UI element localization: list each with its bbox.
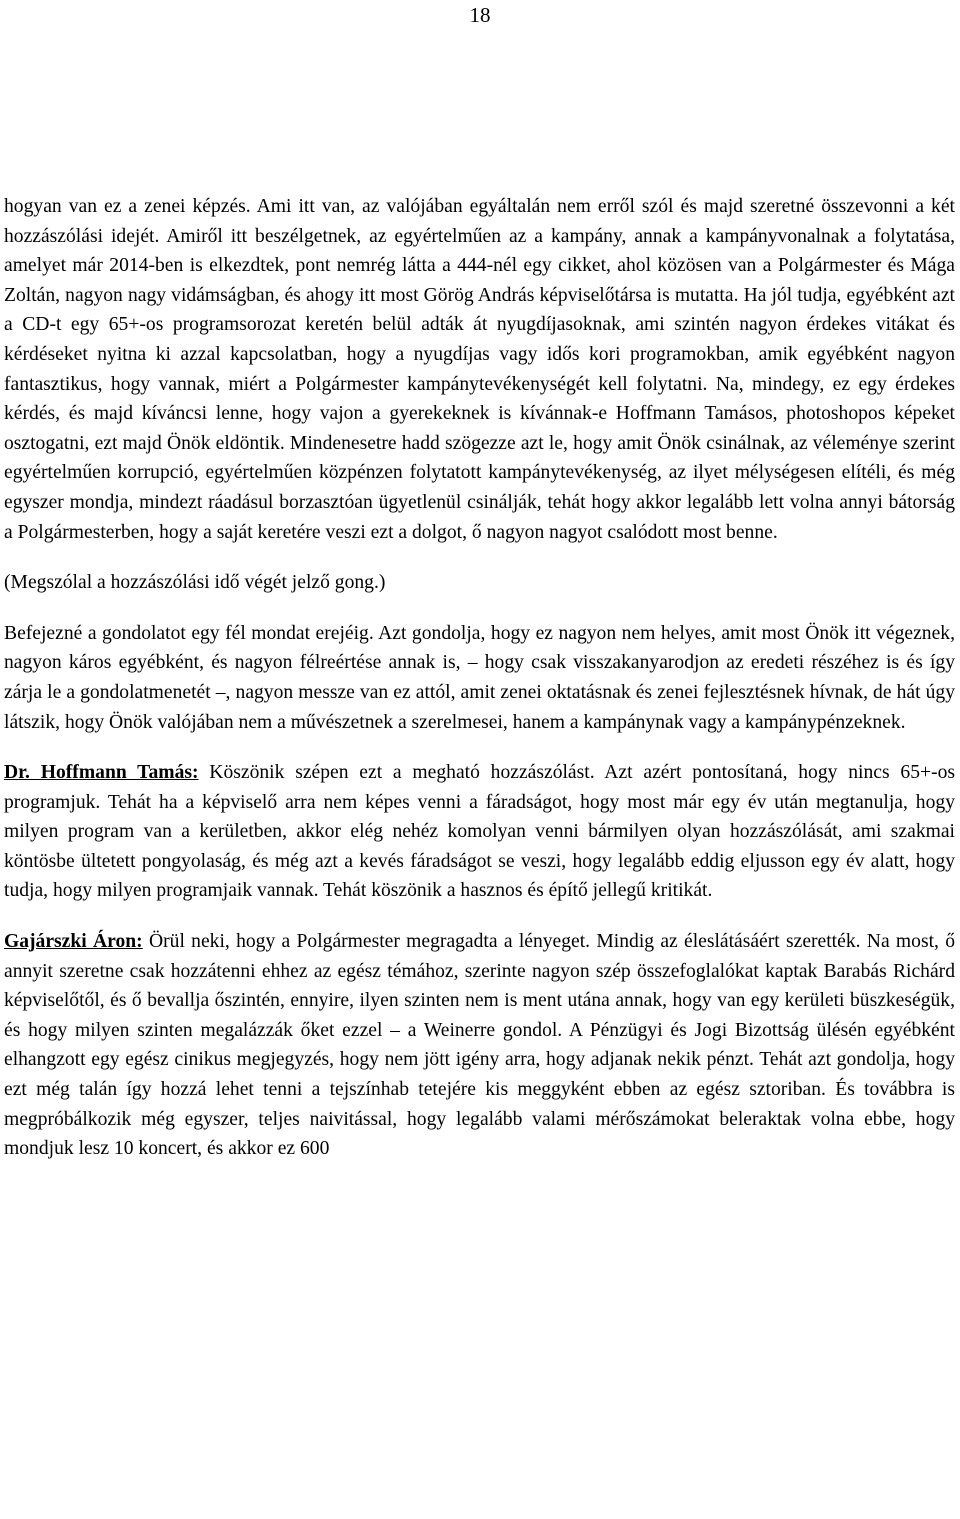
speaker-name-gajarszki: Gajárszki Áron: bbox=[4, 931, 143, 953]
speaker-name-hoffmann: Dr. Hoffmann Tamás: bbox=[4, 762, 199, 784]
speech-text-hoffmann: Köszönik szépen ezt a megható hozzászólást. Azt azért pontosítaná, hogy nincs 65+-os programjuk. Tehát ha a képviselő arra nem képes venni a fáradságot, hogy most már egy év után megtanulja, hogy milyen program van a kerületben, akkor elég nehéz komolyan venni bármilyen olyan hozzászólását, ami szakmai köntösbe ültetett pongyolaság, és még azt a kevés fáradságot se veszi, hogy legalább eddig eljusson egy év alatt, hogy tudja, hogy milyen programjaik vannak. Tehát köszönik a hasznos és építő jellegű kritikát. bbox=[4, 762, 955, 902]
speech-text-gajarszki: Örül neki, hogy a Polgármester megragadta a lényeget. Mindig az éleslátásáért szerették. Na most, ő annyit szeretne csak hozzátenni ehhez az egész témához, szerinte nagyon szép összefoglalókat kaptak Barabás Richárd képviselőtől, és ő bevallja őszintén, ennyire, ilyen szinten nem is ment utána annak, hogy van egy kerületi büszkeségük, és hogy milyen szinten megalázzák őket ezzel – a Weinerre gondol. A Pénzügyi és Jogi Bizottság ülésén egyébként elhangzott egy egész cinikus megjegyzés, hogy nem jött igény arra, hogy adjanak nekik pénzt. Tehát azt gondolja, hogy ezt még talán így hozzá lehet tenni a tejszínhab tetejére kis meggyként ebben az egész sztoriban. És továbbra is megpróbálkozik még egyszer, teljes naivitással, hogy legalább valami mérőszámokat beleraktak volna ebbe, hogy mondjuk lesz 10 koncert, és akkor ez 600 bbox=[4, 931, 955, 1160]
document-body bbox=[4, 192, 955, 1164]
paragraph-speech-continuation: hogyan van ez a zenei képzés. Ami itt van, az valójában egyáltalán nem erről szól és majd szeretné összevonni a két hozzászólási idejét. Amiről itt beszélgetnek, az egyértelműen az a kampány, annak a kampányvonalnak a folytatása, amelyet már 2014-ben is elkezdtek, pont nemrég látta a 444-nél egy cikket, ahol közösen van a Polgármester és Mága Zoltán, nagyon nagy vidámságban, és ahogy itt most Görög András képviselőtársa is mutatta. Ha jól tudja, egyébként azt a CD-t egy 65+-os programsorozat keretén belül adták át nyugdíjasoknak, ami szintén nagyon érdekes vitákat és kérdéseket nyitna ki azzal kapcsolatban, hogy a nyugdíjas vagy idős kori programokban, amik egyébként nagyon fantasztikus, hogy vannak, miért a Polgármester kampánytevékenységét kell folytatni. Na, mindegy, ez egy érdekes kérdés, és majd kíváncsi lenne, hogy vajon a gyerekeknek is kívánnak-e Hoffmann Tamásos, photoshopos képeket osztogatni, ezt majd Önök eldöntik. Mindenesetre hadd szögezze azt le, hogy amit Önök csinálnak, az véleménye szerint egyértelműen korrupció, egyértelműen közpénzen folytatott kampánytevékenység, az ilyet mélységesen elítéli, és még egyszer mondja, mindezt ráadásul borzasztóan ügyetlenül csinálják, tehát hogy akkor legalább lett volna annyi bátorság a Polgármesterben, hogy a saját keretére veszi ezt a dolgot, ő nagyon nagyot csalódott most benne. bbox=[4, 196, 955, 543]
paragraph-hoffmann bbox=[4, 758, 955, 906]
page-number: 18 bbox=[469, 3, 491, 27]
paragraph-gong-note: (Megszólal a hozzászólási idő végét jelző gong.) bbox=[4, 572, 386, 594]
paragraph-speech-conclusion: Befejezné a gondolatot egy fél mondat erejéig. Azt gondolja, hogy ez nagyon nem helyes, amit most Önök itt végeznek, nagyon káros egyébként, és nagyon félreértése annak is, – hogy csak visszakanyarodjon az eredeti részéhez is és így zárja le a gondolatmenetét –, nagyon messze van ez attól, amit zenei oktatásnak és zenei fejlesztésnek hívnak, de hát úgy látszik, hogy Önök valójában nem a művészetnek a szerelmesei, hanem a kampánynak vagy a kampánypénzeknek. bbox=[4, 622, 955, 733]
paragraph-gajarszki bbox=[4, 927, 955, 1164]
